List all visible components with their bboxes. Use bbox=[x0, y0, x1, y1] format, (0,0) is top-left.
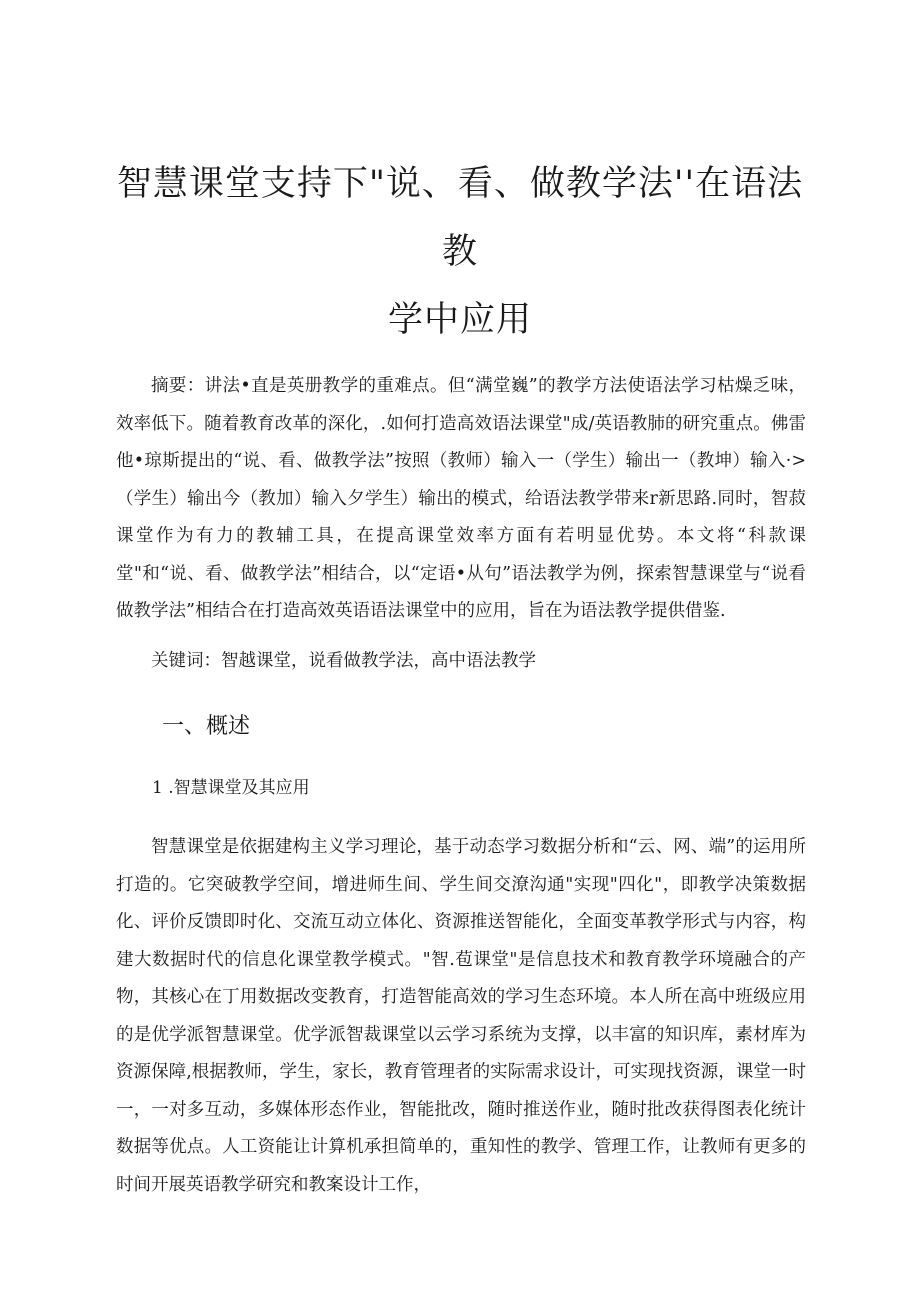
document-title bbox=[110, 150, 810, 354]
subsection-heading-smart-classroom: 1 .智慧课堂及其应用 bbox=[152, 778, 310, 798]
title-line-2: 学中应用 bbox=[387, 300, 532, 340]
section-heading-overview: 一、概述 bbox=[162, 714, 251, 739]
body-paragraph: 智慧课堂是依据建构主义学习理论，基于动态学习数据分析和“云、网、端”的运用所打造的。它突破教学空间，增进师生间、学生间交潦沟通"实现"四化"，即教学决策数据化、评价反馈即时化、交流互动立体化、资源推送智能化，全面变革教学形式与内容，构建大数据时代的信息化课堂教学模式。"智.苞课堂"是信息技术和教育教学环境融合的产物，其核心在丁用数据改变教育，打造智能高效的学习生态环境。本人所在高中班级应用的是优学派智慧课堂。优学派智裁课堂以云学习系统为支撑，以丰富的知识库，素材库为资源保障,根据教师，学生，家长，教育管理者的实际需求设计，可实现找资源，课堂一时一，一对多互动，多媒体形态作业，智能批改，随时推送作业，随时批改获得图表化统计数据等优点。人工资能让计算机承担简单的，重知性的教学、管理工作，让教师有更多的时间开展英语教学研究和教案设计工作， bbox=[116, 837, 806, 1195]
keywords-line: 关键词：智越课堂，说看做教学法，高中语法教学 bbox=[151, 651, 536, 671]
title-line-1: 智慧课堂支持下"说、看、做教学法''在语法教 bbox=[116, 164, 804, 272]
abstract-paragraph: 摘要：讲法•直是英册教学的重难点。但“满堂巍”的教学方法使语法学习枯燥乏味，效率低下。随着教育改革的深化，.如何打造高效语法课堂"成/英语教肺的研究重点。佛雷他•琼斯提出的“说、看、做教学法”按照（教师）输入一（学生）输出一（教坤）输入·>（学生）输出今（教加）输入夕学生）输出的模式，给语法教学带来r新思路.同时，智菽课堂作为有力的教辅工具，在提高课堂效率方面有若明显优势。本文将“科款课堂"和“说、看、做教学法”相结合，以“定语•从句”语法教学为例，探索智慧课堂与“说看做教学法”相结合在打造高效英语语法课堂中的应用，旨在为语法教学提供借鉴. bbox=[116, 376, 806, 621]
